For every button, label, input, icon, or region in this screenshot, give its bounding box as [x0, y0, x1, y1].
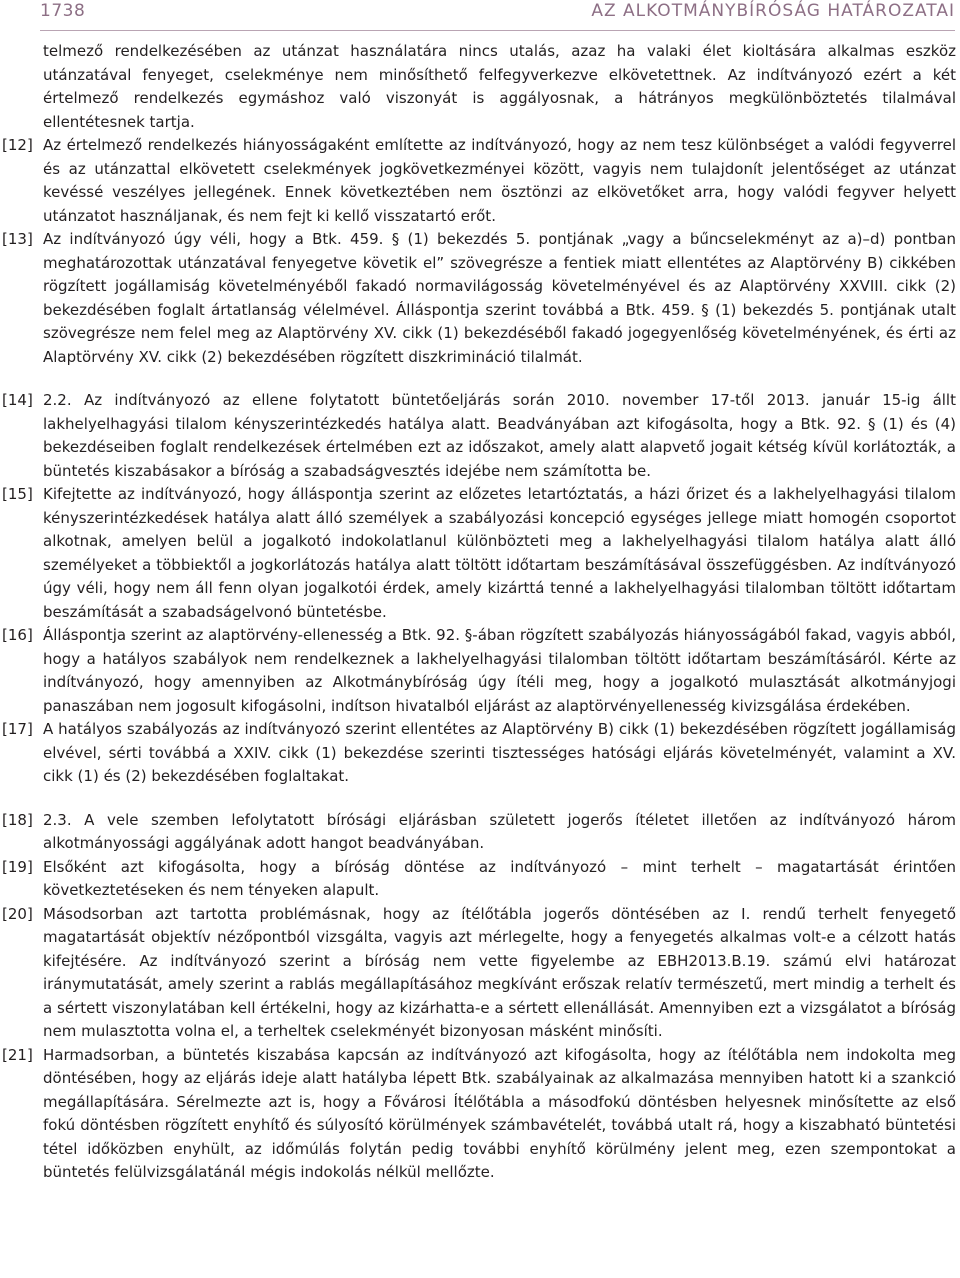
paragraph-text: Másodsorban azt tartotta problémásnak, hogy az ítélőtábla jogerős döntésében az I. rendű terhelt fenyegető magatartását objektív nézőpontból vizsgálta, vagyis azt mérlegelte, hogy a fenyegetés alkalmas volt-e a célzott hatás kifejtésére. Az indítványozó szerint a bíróság nem vette figyelembe az EBH2013.B.19. számú elvi határozat iránymutatását, amely szerint a rablás megállapításához megkívánt erőszak relatív természetű, mert mindig a terhelt és a sértett viszonylatában kell értékelni, hogy az kizárhatta-e a sértett ellenállását. Amennyiben ezt a vizsgálatot a bíróság nem mulasztotta volna el, a terheltek cselekményét bizonyosan másként minősíti.: [43, 904, 956, 1040]
paragraph: [0, 624, 960, 718]
paragraph-number: [12]: [2, 136, 33, 154]
paragraph-number: [16]: [2, 626, 33, 644]
paragraph: [0, 40, 960, 134]
paragraph-number: [20]: [2, 904, 33, 923]
paragraph-text: 2.2. Az indítványozó az ellene folytatott büntetőeljárás során 2010. november 17-től 2013. január 15-ig állt lakhelyelhagyási tilalom kényszerintézkedés hatálya alatt. Beadványában azt kifogásolta, hogy a Btk. 92. § (1) és (4) bekezdéseiben foglalt rendelkezések értelmében ezt az időszakot, amely alatt alapvető jogait kétség kívül korlátozták, a büntetés kiszabásakor a bíróság a szabadságvesztés idejébe nem számította be.: [43, 391, 956, 480]
paragraph-text: Elsőként azt kifogásolta, hogy a bíróság döntése az indítványozó – mint terhelt – magatartását érintően következtetéseken és nem tényeken alapult.: [43, 857, 956, 899]
paragraph: [0, 134, 960, 228]
paragraph-text: Álláspontja szerint az alaptörvény-ellenesség a Btk. 92. §-ában rögzített szabályozás hiányosságából fakad, vagyis abból, hogy a hatályos szabályok nem rendelkeznek a lakhelyelhagyási tilalomban töltött időtartam beszámításáról. Kérte az indítványozó, hogy amennyiben az Alkotmánybíróság úgy ítéli meg, hogy a jogalkotó mulasztását alkotmányjogi panaszában nem jogosult kifogásolni, indítson hivatalból eljárást az alaptörvényellenesség kivizsgálása érdekében.: [43, 626, 956, 715]
page-header: [40, 0, 955, 31]
paragraph-text: Az indítványozó úgy véli, hogy a Btk. 459. § (1) bekezdés 5. pontjának „vagy a bűncselekményt az a)–d) pontban meghatározottak utánzatával fenyegetve követik el” szövegrésze a fentiek miatt ellentétes az Alaptörvény B) cikkében rögzített jogállamiság követelményéből fakadó normavilágosság követelményével és az Alaptörvény XXVIII. cikk (2) bekezdésében foglalt ártatlanság vélelmével. Álláspontja szerint továbbá a Btk. 459. § (1) bekezdés 5. pontjának utalt szövegrésze nem felel meg az Alaptörvény XV. cikk (1) bekezdéséből fakadó jogegyenlőség követelményének, és érti az Alaptörvény XV. cikk (2) bekezdésében rögzített diszkrimináció tilalmát.: [43, 230, 956, 366]
section-gap: [0, 369, 960, 389]
paragraph-number: [17]: [2, 720, 33, 738]
document-body: [0, 40, 960, 1185]
paragraph-number: [14]: [2, 391, 33, 409]
page-number: 1738: [40, 1, 86, 21]
paragraph: [0, 483, 960, 624]
paragraph: [0, 856, 960, 903]
paragraph-text: Az értelmező rendelkezés hiányosságaként említette az indítványozó, hogy az nem tesz különbséget a valódi fegyverrel és az utánzattal elkövetett cselekmények jogkövetkezményei között, vagyis nem tulajdonít jelentőséget az utánzat kevéssé veszélyes jellegének. Ennek következtében nem ösztönzi az elkövetőket arra, hogy valódi fegyver helyett utánzatot használjanak, és nem fejt ki kellő visszatartó erőt.: [43, 136, 956, 225]
paragraph-text: A hatályos szabályozás az indítványozó szerint ellentétes az Alaptörvény B) cikk (1) bekezdésében rögzített jogállamiság elvével, sérti továbbá a XXIV. cikk (1) bekezdése szerinti tisztességes hatósági eljárás követelményét, valamint a XV. cikk (1) és (2) bekezdésében foglaltakat.: [43, 720, 956, 785]
paragraph: [0, 718, 960, 789]
paragraph: [0, 228, 960, 369]
paragraph-number: [19]: [2, 857, 33, 876]
paragraph-text: telmező rendelkezésében az utánzat használatára nincs utalás, azaz ha valaki élet kioltására alkalmas eszköz utánzatával fenyeget, cselekménye nem minősíthető felfegyverkezve elkövetettnek. Az indítványozó ezért a két értelmező rendelkezés egymáshoz való viszonyát is aggályosnak, a hátrányos megkülönböztetés tilalmával ellentétesnek tartja.: [43, 42, 956, 131]
paragraph-text: Harmadsorban, a büntetés kiszabása kapcsán az indítványozó azt kifogásolta, hogy az ítélőtábla nem indokolta meg döntésében, hogy az eljárás ideje alatt hatályba lépett Btk. szabályainak az alkalmazása mennyiben hatott ki a szankció megállapítására. Sérelmezte azt is, hogy a Fővárosi Ítélőtábla a másodfokú döntésben helyesnek minősítette az első fokú döntésben rögzített enyhítő és súlyosító körülmények számbavételét, továbbá utalt rá, hogy a kiszabható büntetési tétel időközben enyhült, az időmúlás folytán pedig további enyhítő körülmény jelent meg, ezen szempontokat a büntetés felülvizsgálatánál mégis indokolás nélkül mellőzte.: [43, 1045, 956, 1181]
paragraph: [0, 389, 960, 483]
paragraph-text: Kifejtette az indítványozó, hogy álláspontja szerint az előzetes letartóztatás, a házi őrizet és a lakhelyelhagyási tilalom kényszerintézkedések hatálya alatt álló személyek a szabályozási koncepció egységes jellege miatt homogén csoportot alkotnak, amelyen belül a jogalkotó indokolatlanul különbözteti meg a lakhelyelhagyási tilalom hatálya alatt álló személyeket a többiektől a jogkorlátozás hatálya alatt töltött időtartam beszámításával összefüggésben. Az indítványozó úgy véli, hogy nem áll fenn olyan jogalkotói érdek, amely kizárttá tenné a lakhelyelhagyási tilalomban töltött időtartam beszámítását a szabadságelvonó büntetésbe.: [43, 485, 956, 621]
paragraph: [0, 903, 960, 1044]
paragraph: [0, 809, 960, 856]
running-head: AZ ALKOTMÁNYBÍRÓSÁG HATÁROZATAI: [591, 1, 955, 21]
paragraph-text: 2.3. A vele szemben lefolytatott bírósági eljárásban született jogerős ítéletet illetően az indítványozó három alkotmányossági aggályának adott hangot beadványában.: [43, 810, 956, 852]
paragraph-number: [21]: [2, 1045, 33, 1064]
paragraph-number: [13]: [2, 230, 33, 248]
paragraph: [0, 1044, 960, 1185]
section-gap: [0, 789, 960, 809]
paragraph-number: [18]: [2, 810, 33, 829]
paragraph-number: [15]: [2, 485, 33, 503]
